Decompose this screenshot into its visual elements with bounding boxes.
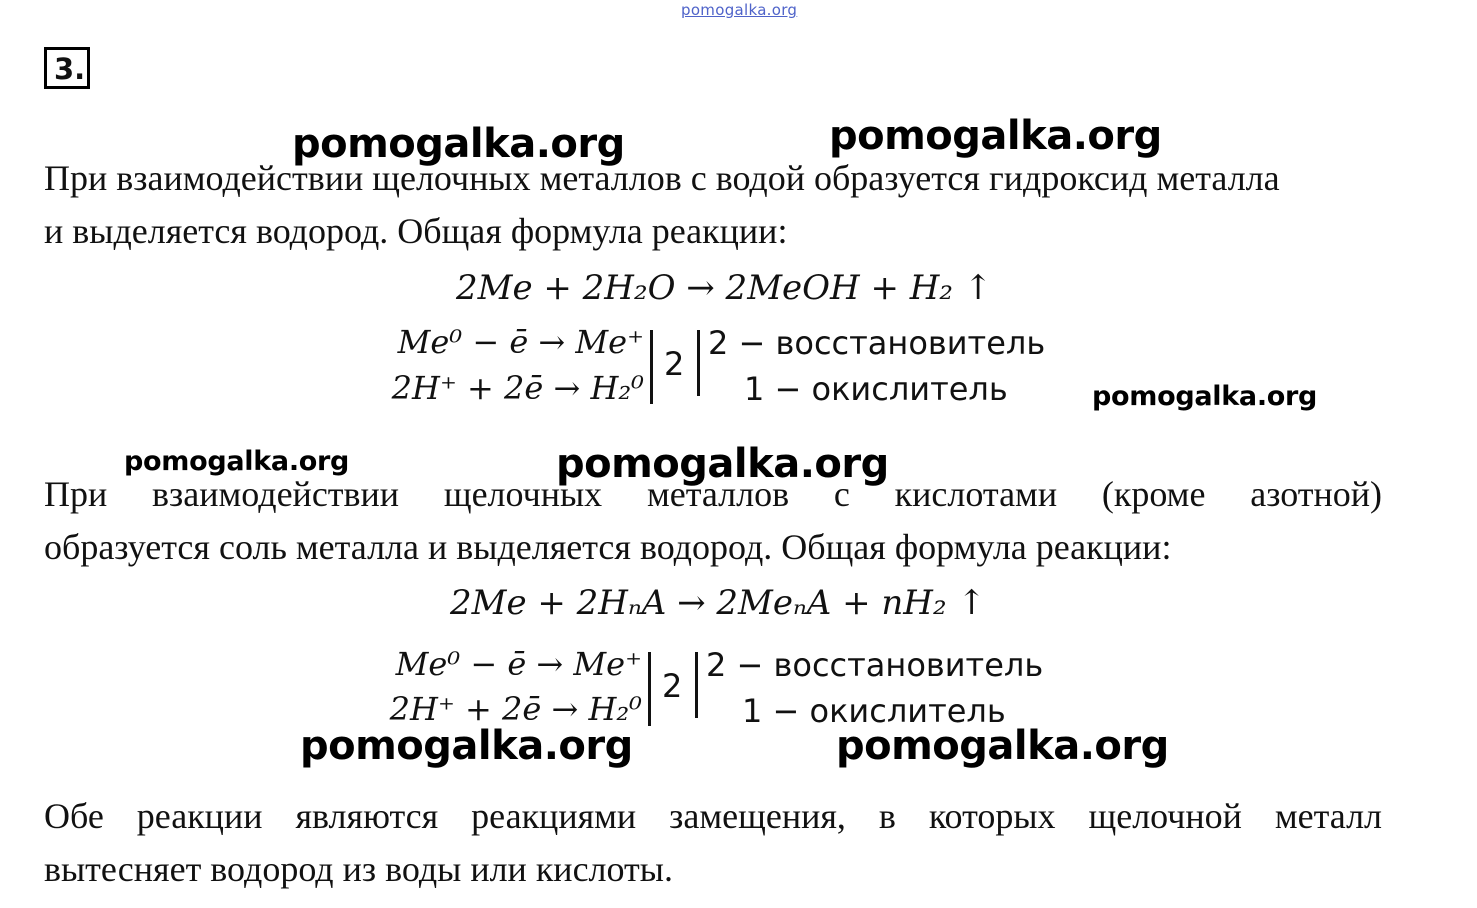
reaction-2-role-oxidizer: 1 − окислитель (742, 692, 1006, 730)
paragraph-1-line-2: и выделяется водород. Общая формула реакции: (44, 211, 788, 251)
watermark-3: pomogalka.org (1092, 381, 1318, 412)
reaction-1-lcm: 2 (664, 345, 685, 383)
paragraph-2-line-1: При взаимодействии щелочных металлов с кислотами (кроме азотной) (44, 474, 1382, 514)
reaction-2-bar-left (648, 652, 651, 726)
reaction-1-half-reduction: 2H⁺ + 2ē → H₂⁰ (391, 369, 644, 407)
watermark-1: pomogalka.org (292, 121, 625, 167)
watermark-6: pomogalka.org (300, 723, 633, 769)
paragraph-3-line-1: Обе реакции являются реакциями замещения, в которых щелочной металл (44, 796, 1382, 836)
paragraph-3-line-2: вытесняет водород из воды или кислоты. (44, 849, 673, 889)
reaction-2-half-reduction: 2H⁺ + 2ē → H₂⁰ (389, 690, 642, 728)
reaction-1-role-oxidizer: 1 − окислитель (744, 370, 1008, 408)
paragraph-1-line-1: При взаимодействии щелочных металлов с водой образуется гидроксид металла (44, 158, 1280, 198)
reaction-1-equation: 2Me + 2H₂O → 2MeOH + H₂ ↑ (456, 268, 993, 308)
task-number-box: 3. (44, 47, 90, 89)
reaction-1-role-reducer: 2 − восстановитель (708, 324, 1046, 362)
watermark-7: pomogalka.org (836, 723, 1169, 769)
reaction-2-bar-right (695, 652, 698, 718)
reaction-2-half-oxidation: Me⁰ − ē → Me⁺ (395, 645, 642, 683)
watermark-4: pomogalka.org (124, 446, 350, 477)
reaction-2-equation: 2Me + 2HₙA → 2MeₙA + nH₂ ↑ (450, 583, 986, 623)
reaction-1-bar-right (697, 330, 700, 396)
watermark-2: pomogalka.org (829, 113, 1162, 159)
paragraph-1 (44, 152, 1382, 258)
reaction-1-half-oxidation: Me⁰ − ē → Me⁺ (397, 323, 644, 361)
paragraph-2-line-2: образуется соль металла и выделяется водород. Общая формула реакции: (44, 527, 1172, 567)
reaction-2-role-reducer: 2 − восстановитель (706, 646, 1044, 684)
paragraph-3 (44, 790, 1382, 896)
watermark-top-link[interactable]: pomogalka.org (681, 1, 798, 19)
watermark-5: pomogalka.org (556, 441, 889, 487)
reaction-2-lcm: 2 (662, 667, 683, 705)
reaction-1-bar-left (650, 330, 653, 404)
